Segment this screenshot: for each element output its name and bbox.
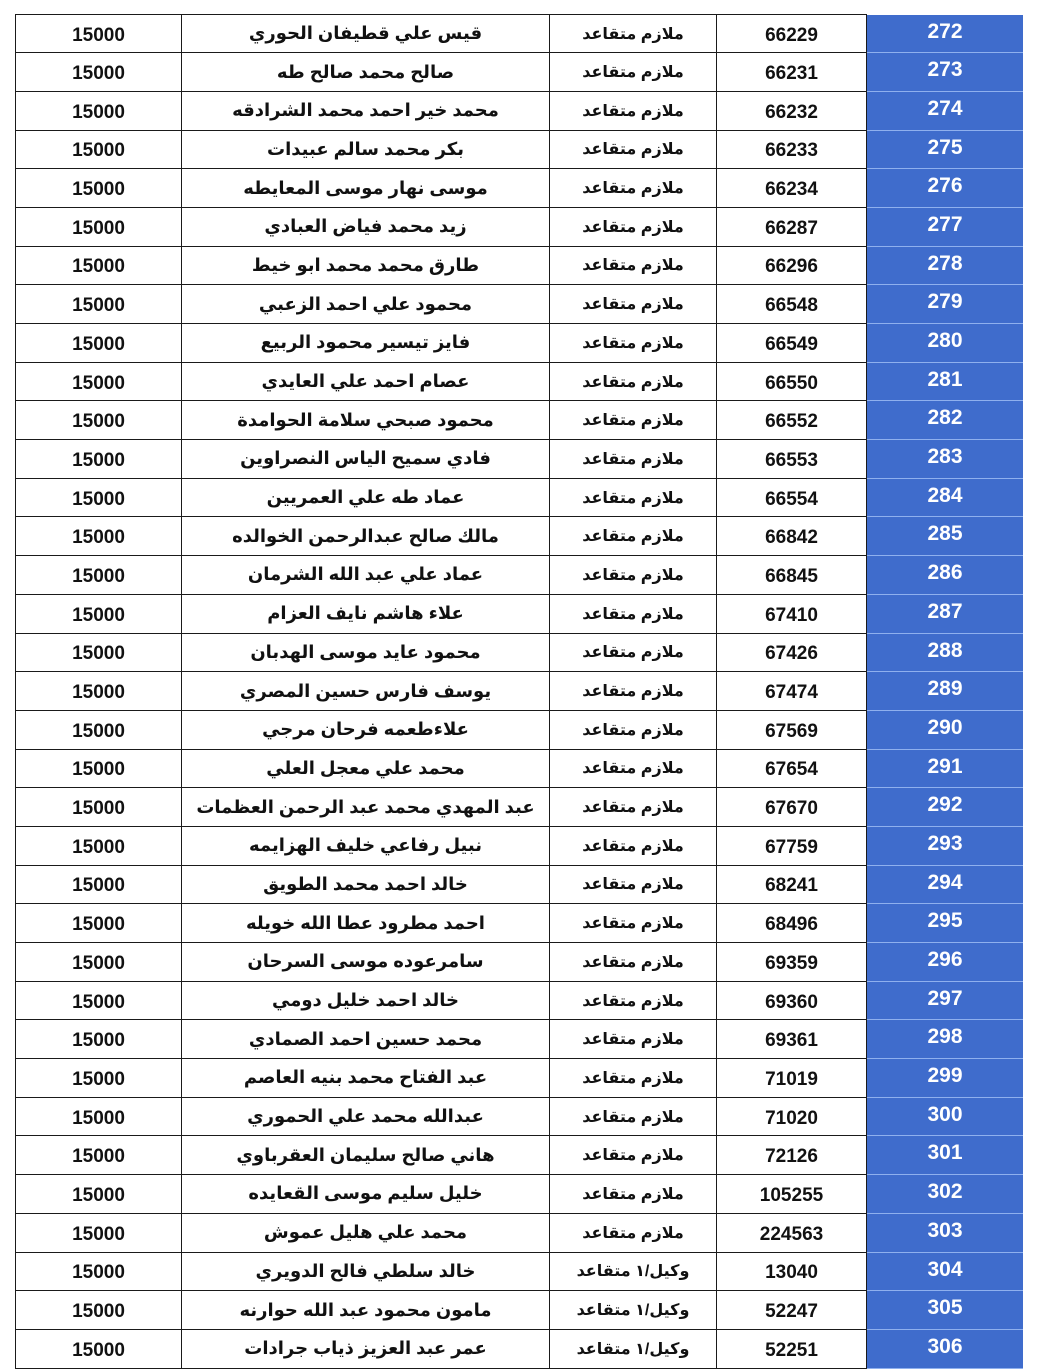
name-cell: موسى نهار موسى المعايطه xyxy=(182,169,550,208)
rank-cell: ملازم متقاعد xyxy=(550,633,717,672)
row-index-cell: 301 xyxy=(867,1136,1024,1175)
amount-cell: 15000 xyxy=(16,440,182,479)
table-row xyxy=(16,169,1024,208)
rank-cell: ملازم متقاعد xyxy=(550,672,717,711)
row-index-cell: 274 xyxy=(867,91,1024,130)
id-number-cell: 66296 xyxy=(717,246,867,285)
row-index-cell: 297 xyxy=(867,981,1024,1020)
name-cell: قيس علي قطيفان الحوري xyxy=(182,15,550,53)
amount-cell: 15000 xyxy=(16,169,182,208)
id-number-cell: 71019 xyxy=(717,1059,867,1098)
rank-cell: ملازم متقاعد xyxy=(550,440,717,479)
row-index-cell: 304 xyxy=(867,1252,1024,1291)
table-row xyxy=(16,478,1024,517)
amount-cell: 15000 xyxy=(16,285,182,324)
name-cell: سامرعوده موسى السرحان xyxy=(182,943,550,982)
id-number-cell: 67670 xyxy=(717,788,867,827)
table-row xyxy=(16,594,1024,633)
table-row xyxy=(16,981,1024,1020)
rank-cell: ملازم متقاعد xyxy=(550,1175,717,1214)
table-row xyxy=(16,556,1024,595)
id-number-cell: 66549 xyxy=(717,324,867,363)
id-number-cell: 66550 xyxy=(717,362,867,401)
name-cell: محمود علي احمد الزعبي xyxy=(182,285,550,324)
name-cell: عبد الفتاح محمد بنيه العاصم xyxy=(182,1059,550,1098)
rank-cell: ملازم متقاعد xyxy=(550,865,717,904)
table-row xyxy=(16,53,1024,92)
amount-cell: 15000 xyxy=(16,246,182,285)
id-number-cell: 66553 xyxy=(717,440,867,479)
id-number-cell: 71020 xyxy=(717,1097,867,1136)
table-row xyxy=(16,672,1024,711)
table-row xyxy=(16,285,1024,324)
amount-cell: 15000 xyxy=(16,53,182,92)
amount-cell: 15000 xyxy=(16,788,182,827)
name-cell: محمد خير احمد محمد الشرادقه xyxy=(182,91,550,130)
amount-cell: 15000 xyxy=(16,130,182,169)
rank-cell: ملازم متقاعد xyxy=(550,130,717,169)
id-number-cell: 66231 xyxy=(717,53,867,92)
id-number-cell: 52251 xyxy=(717,1329,867,1368)
rank-cell: ملازم متقاعد xyxy=(550,207,717,246)
row-index-cell: 293 xyxy=(867,826,1024,865)
amount-cell: 15000 xyxy=(16,1291,182,1330)
table-row xyxy=(16,1175,1024,1214)
table-row xyxy=(16,749,1024,788)
name-cell: يوسف فارس حسين المصري xyxy=(182,672,550,711)
rank-cell: ملازم متقاعد xyxy=(550,246,717,285)
table-row xyxy=(16,1020,1024,1059)
retirees-table xyxy=(15,14,1023,1369)
name-cell: علاءطعمه فرحان مرجي xyxy=(182,710,550,749)
amount-cell: 15000 xyxy=(16,1136,182,1175)
amount-cell: 15000 xyxy=(16,633,182,672)
table-row xyxy=(16,130,1024,169)
name-cell: عمر عبد العزيز ذياب جرادات xyxy=(182,1329,550,1368)
id-number-cell: 52247 xyxy=(717,1291,867,1330)
id-number-cell: 66842 xyxy=(717,517,867,556)
rank-cell: ملازم متقاعد xyxy=(550,943,717,982)
name-cell: خالد سلطي فالح الدويري xyxy=(182,1252,550,1291)
id-number-cell: 66229 xyxy=(717,15,867,53)
table-row xyxy=(16,1252,1024,1291)
id-number-cell: 69361 xyxy=(717,1020,867,1059)
name-cell: بكر محمد سالم عبيدات xyxy=(182,130,550,169)
name-cell: خليل سليم موسى القعايده xyxy=(182,1175,550,1214)
id-number-cell: 67654 xyxy=(717,749,867,788)
name-cell: محمد علي هليل عموش xyxy=(182,1213,550,1252)
rank-cell: ملازم متقاعد xyxy=(550,91,717,130)
rank-cell: ملازم متقاعد xyxy=(550,1097,717,1136)
name-cell: محمد علي معجل العلي xyxy=(182,749,550,788)
name-cell: عصام احمد علي العايدي xyxy=(182,362,550,401)
id-number-cell: 66232 xyxy=(717,91,867,130)
rank-cell: ملازم متقاعد xyxy=(550,478,717,517)
name-cell: علاء هاشم نايف العزام xyxy=(182,594,550,633)
amount-cell: 15000 xyxy=(16,710,182,749)
row-index-cell: 279 xyxy=(867,285,1024,324)
rank-cell: ملازم متقاعد xyxy=(550,285,717,324)
id-number-cell: 13040 xyxy=(717,1252,867,1291)
amount-cell: 15000 xyxy=(16,981,182,1020)
table-row xyxy=(16,1213,1024,1252)
rank-cell: ملازم متقاعد xyxy=(550,904,717,943)
name-cell: مامون محمود عبد الله حوارنه xyxy=(182,1291,550,1330)
table-row xyxy=(16,826,1024,865)
row-index-cell: 295 xyxy=(867,904,1024,943)
name-cell: عبد المهدي محمد عبد الرحمن العظمات xyxy=(182,788,550,827)
table-row xyxy=(16,401,1024,440)
row-index-cell: 306 xyxy=(867,1329,1024,1368)
id-number-cell: 67569 xyxy=(717,710,867,749)
id-number-cell: 66233 xyxy=(717,130,867,169)
amount-cell: 15000 xyxy=(16,594,182,633)
table-row xyxy=(16,1097,1024,1136)
id-number-cell: 69360 xyxy=(717,981,867,1020)
rank-cell: ملازم متقاعد xyxy=(550,324,717,363)
table-row xyxy=(16,362,1024,401)
amount-cell: 15000 xyxy=(16,865,182,904)
rank-cell: ملازم متقاعد xyxy=(550,362,717,401)
rank-cell: ملازم متقاعد xyxy=(550,53,717,92)
name-cell: طارق محمد محمد ابو خيط xyxy=(182,246,550,285)
row-index-cell: 300 xyxy=(867,1097,1024,1136)
id-number-cell: 105255 xyxy=(717,1175,867,1214)
id-number-cell: 72126 xyxy=(717,1136,867,1175)
amount-cell: 15000 xyxy=(16,943,182,982)
rank-cell: وكيل/١ متقاعد xyxy=(550,1252,717,1291)
id-number-cell: 67426 xyxy=(717,633,867,672)
row-index-cell: 292 xyxy=(867,788,1024,827)
rank-cell: ملازم متقاعد xyxy=(550,517,717,556)
row-index-cell: 288 xyxy=(867,633,1024,672)
table-row xyxy=(16,207,1024,246)
rank-cell: وكيل/١ متقاعد xyxy=(550,1291,717,1330)
row-index-cell: 276 xyxy=(867,169,1024,208)
amount-cell: 15000 xyxy=(16,91,182,130)
row-index-cell: 281 xyxy=(867,362,1024,401)
table-row xyxy=(16,91,1024,130)
name-cell: خالد احمد خليل دومي xyxy=(182,981,550,1020)
amount-cell: 15000 xyxy=(16,1329,182,1368)
id-number-cell: 66548 xyxy=(717,285,867,324)
table-row xyxy=(16,1291,1024,1330)
amount-cell: 15000 xyxy=(16,904,182,943)
row-index-cell: 291 xyxy=(867,749,1024,788)
id-number-cell: 66845 xyxy=(717,556,867,595)
amount-cell: 15000 xyxy=(16,207,182,246)
name-cell: عبدالله محمد علي الحموري xyxy=(182,1097,550,1136)
id-number-cell: 224563 xyxy=(717,1213,867,1252)
row-index-cell: 285 xyxy=(867,517,1024,556)
table-row xyxy=(16,440,1024,479)
row-index-cell: 289 xyxy=(867,672,1024,711)
row-index-cell: 303 xyxy=(867,1213,1024,1252)
row-index-cell: 286 xyxy=(867,556,1024,595)
row-index-cell: 282 xyxy=(867,401,1024,440)
row-index-cell: 272 xyxy=(867,15,1024,53)
rank-cell: ملازم متقاعد xyxy=(550,594,717,633)
amount-cell: 15000 xyxy=(16,362,182,401)
row-index-cell: 280 xyxy=(867,324,1024,363)
rank-cell: ملازم متقاعد xyxy=(550,826,717,865)
amount-cell: 15000 xyxy=(16,478,182,517)
amount-cell: 15000 xyxy=(16,15,182,53)
id-number-cell: 67410 xyxy=(717,594,867,633)
table-row xyxy=(16,710,1024,749)
table-row xyxy=(16,246,1024,285)
rank-cell: ملازم متقاعد xyxy=(550,169,717,208)
name-cell: احمد مطرود عطا الله خويله xyxy=(182,904,550,943)
rank-cell: ملازم متقاعد xyxy=(550,981,717,1020)
name-cell: عماد علي عبد الله الشرمان xyxy=(182,556,550,595)
id-number-cell: 66554 xyxy=(717,478,867,517)
name-cell: محمد حسين احمد الصمادي xyxy=(182,1020,550,1059)
name-cell: خالد احمد محمد الطويق xyxy=(182,865,550,904)
id-number-cell: 69359 xyxy=(717,943,867,982)
amount-cell: 15000 xyxy=(16,1059,182,1098)
rank-cell: ملازم متقاعد xyxy=(550,556,717,595)
rank-cell: ملازم متقاعد xyxy=(550,1136,717,1175)
amount-cell: 15000 xyxy=(16,401,182,440)
id-number-cell: 68241 xyxy=(717,865,867,904)
amount-cell: 15000 xyxy=(16,517,182,556)
name-cell: عماد طه علي العمريين xyxy=(182,478,550,517)
table-row xyxy=(16,15,1024,53)
name-cell: فايز تيسير محمود الربيع xyxy=(182,324,550,363)
row-index-cell: 290 xyxy=(867,710,1024,749)
table-row xyxy=(16,943,1024,982)
name-cell: زيد محمد فياض العبادي xyxy=(182,207,550,246)
id-number-cell: 67474 xyxy=(717,672,867,711)
table-row xyxy=(16,904,1024,943)
id-number-cell: 68496 xyxy=(717,904,867,943)
row-index-cell: 283 xyxy=(867,440,1024,479)
amount-cell: 15000 xyxy=(16,1213,182,1252)
rank-cell: ملازم متقاعد xyxy=(550,401,717,440)
name-cell: هاني صالح سليمان العقرباوي xyxy=(182,1136,550,1175)
row-index-cell: 273 xyxy=(867,53,1024,92)
row-index-cell: 277 xyxy=(867,207,1024,246)
id-number-cell: 66552 xyxy=(717,401,867,440)
table-row xyxy=(16,633,1024,672)
row-index-cell: 294 xyxy=(867,865,1024,904)
rank-cell: وكيل/١ متقاعد xyxy=(550,1329,717,1368)
amount-cell: 15000 xyxy=(16,826,182,865)
row-index-cell: 298 xyxy=(867,1020,1024,1059)
amount-cell: 15000 xyxy=(16,324,182,363)
table-row xyxy=(16,517,1024,556)
amount-cell: 15000 xyxy=(16,749,182,788)
amount-cell: 15000 xyxy=(16,1252,182,1291)
table-row xyxy=(16,1329,1024,1368)
id-number-cell: 66287 xyxy=(717,207,867,246)
amount-cell: 15000 xyxy=(16,1097,182,1136)
table-row xyxy=(16,1136,1024,1175)
id-number-cell: 67759 xyxy=(717,826,867,865)
rank-cell: ملازم متقاعد xyxy=(550,15,717,53)
row-index-cell: 284 xyxy=(867,478,1024,517)
row-index-cell: 305 xyxy=(867,1291,1024,1330)
name-cell: فادي سميح الياس النصراوين xyxy=(182,440,550,479)
row-index-cell: 278 xyxy=(867,246,1024,285)
name-cell: صالح محمد صالح طه xyxy=(182,53,550,92)
name-cell: مالك صالح عبدالرحمن الخوالده xyxy=(182,517,550,556)
name-cell: محمود عايد موسى الهدبان xyxy=(182,633,550,672)
row-index-cell: 275 xyxy=(867,130,1024,169)
rank-cell: ملازم متقاعد xyxy=(550,749,717,788)
rank-cell: ملازم متقاعد xyxy=(550,1020,717,1059)
rank-cell: ملازم متقاعد xyxy=(550,1213,717,1252)
row-index-cell: 296 xyxy=(867,943,1024,982)
table-body xyxy=(16,15,1024,1369)
table-row xyxy=(16,865,1024,904)
name-cell: نبيل رفاعي خليف الهزايمه xyxy=(182,826,550,865)
name-cell: محمود صبحي سلامة الحوامدة xyxy=(182,401,550,440)
rank-cell: ملازم متقاعد xyxy=(550,1059,717,1098)
row-index-cell: 302 xyxy=(867,1175,1024,1214)
table-row xyxy=(16,1059,1024,1098)
amount-cell: 15000 xyxy=(16,556,182,595)
amount-cell: 15000 xyxy=(16,1020,182,1059)
amount-cell: 15000 xyxy=(16,1175,182,1214)
table-row xyxy=(16,324,1024,363)
rank-cell: ملازم متقاعد xyxy=(550,710,717,749)
table-row xyxy=(16,788,1024,827)
row-index-cell: 287 xyxy=(867,594,1024,633)
id-number-cell: 66234 xyxy=(717,169,867,208)
rank-cell: ملازم متقاعد xyxy=(550,788,717,827)
row-index-cell: 299 xyxy=(867,1059,1024,1098)
amount-cell: 15000 xyxy=(16,672,182,711)
